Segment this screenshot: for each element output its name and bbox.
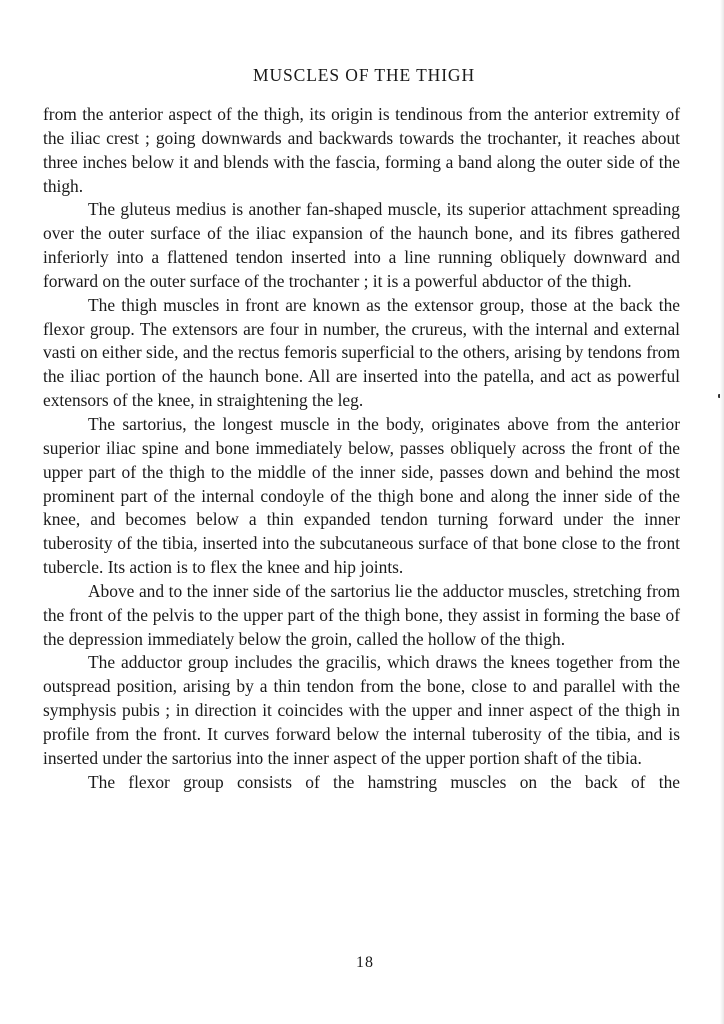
page-number: 18 (356, 954, 374, 971)
paragraph-4: The sartorius, the longest muscle in the body, originates above from the anterior superior iliac spine and bone immediately below, passes obliquely across the front of the upper part of the thigh to the middle of the inner side, passes down and behind the most prominent part of the internal condoyle of the thigh bone and along the inner side of the knee, and becomes below a thin expanded tendon turning forward under the inner tuberosity of the tibia, inserted into the subcutaneous surface of that bone close to the front tubercle. Its action is to flex the knee and hip joints. (43, 413, 680, 578)
paragraph-1: from the anterior aspect of the thigh, its origin is tendinous from the anterior extremity of the iliac crest ; going downwards and backwards towards the trochanter, it reaches about three inches below it and blends with the fascia, forming a band along the outer side of the thigh. (43, 104, 680, 196)
paragraph-2: The gluteus medius is another fan-shaped muscle, its superior attachment spreading over the outer surface of the iliac expansion of the haunch bone, and its fibres gathered inferiorly into a flattened tendon inserted into a line running obliquely downward and forward on the outer surface of the trochanter ; it is a powerful abductor of the thigh. (43, 199, 680, 291)
paragraph-6: The adductor group includes the gracilis, which draws the knees together from the outspread position, arising by a thin tendon from the bone, close to and parallel with the symphysis pubis ; in direction it coincides with the upper and inner aspect of the thigh in profile from the front. It curves forward below the internal tuberosity of the tibia, and is inserted under the sartorius into the inner aspect of the upper portion shaft of the tibia. (43, 652, 680, 768)
running-title: MUSCLES OF THE THIGH (252, 65, 476, 85)
paragraph-7-continued: The flexor group consists of the hamstring muscles on the back of the (88, 771, 680, 792)
paragraph-3: The thigh muscles in front are known as the extensor group, those at the back the flexor group. The extensors are four in number, the crureus, with the internal and external vasti on either side, and the rectus femoris superficial to the others, arising by tendons from the iliac portion of the haunch bone. All are inserted into the patella, and act as powerful extensors of the knee, in straightening the leg. (43, 294, 680, 411)
body-text (43, 103, 680, 794)
paragraph-5: Above and to the inner side of the sartorius lie the adductor muscles, stretching from the front of the pelvis to the upper part of the thigh bone, they assist in forming the base of the depression immediately below the groin, called the hollow of the thigh. (43, 580, 680, 649)
page-edge (720, 0, 724, 1024)
